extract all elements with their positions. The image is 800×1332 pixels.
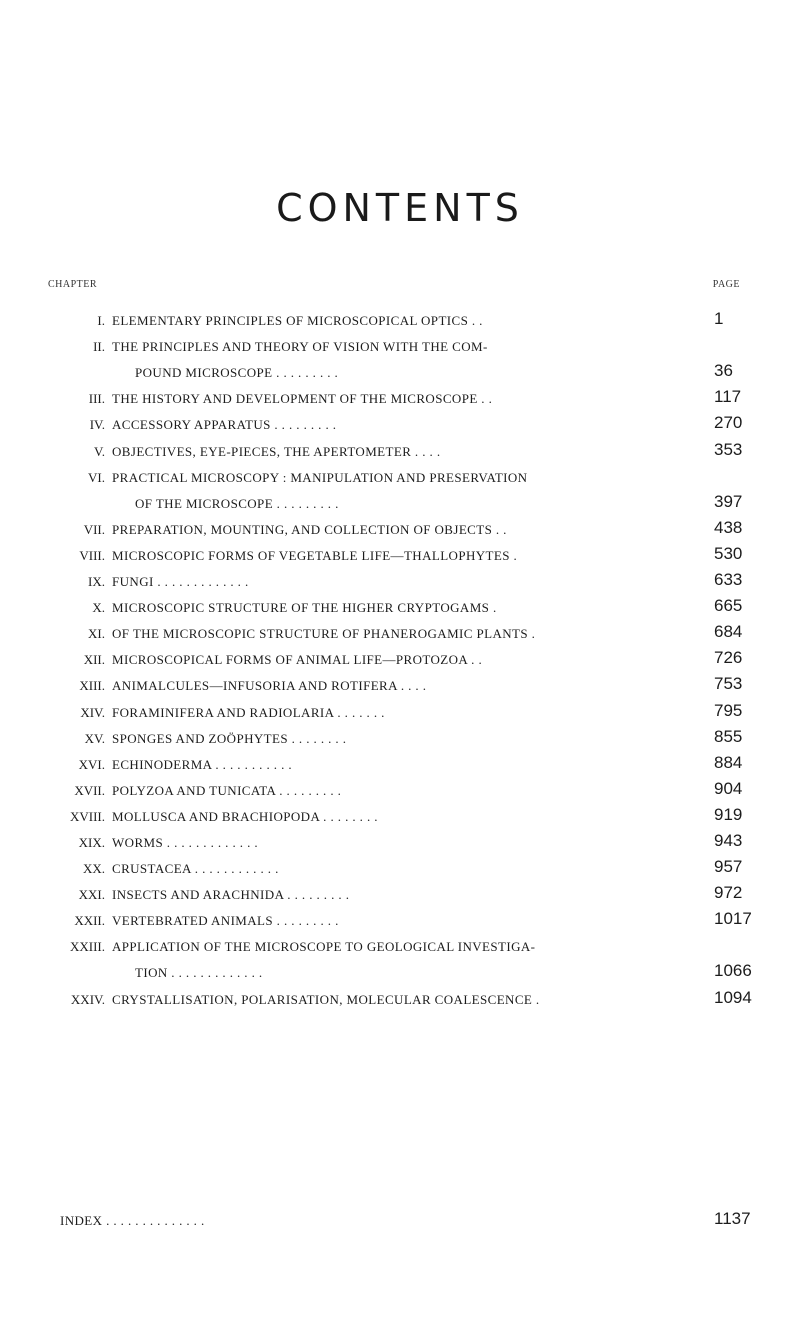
chapter-page-number: 117 [714, 387, 742, 407]
chapter-title: VERTEBRATED ANIMALS . . . . . . . . . [112, 913, 339, 929]
chapter-number: XX. [82, 861, 105, 877]
toc-entry [0, 469, 800, 511]
toc-entry [0, 857, 800, 887]
chapter-number: IX. [88, 574, 105, 589]
toc-entry [0, 804, 800, 835]
chapter-page-number: 855 [714, 726, 743, 746]
chapter-page-number: 884 [714, 752, 743, 772]
index-entry-label: INDEX . . . . . . . . . . . . . . [60, 1213, 205, 1228]
chapter-number: XVII. [74, 782, 105, 798]
chapter-title-continued: TION . . . . . . . . . . . . . [135, 965, 263, 981]
toc-entry [0, 439, 800, 470]
chapter-page-number: 795 [714, 700, 743, 720]
chapter-page-number: 1 [714, 309, 724, 328]
chapter-page-number: 1066 [714, 961, 752, 981]
chapter-page-number: 665 [714, 596, 743, 616]
chapter-number: XXIV. [70, 991, 105, 1007]
toc-entry [0, 883, 800, 913]
toc-entry [0, 622, 800, 652]
chapter-title: PREPARATION, MOUNTING, AND COLLECTION OF OBJECTS . . [112, 521, 507, 537]
chapter-title: POLYZOA AND TUNICATA . . . . . . . . . [112, 782, 342, 798]
toc-entry [0, 570, 800, 600]
chapter-number: XII. [83, 652, 105, 668]
chapter-title-continued: POUND MICROSCOPE . . . . . . . . . [135, 365, 339, 381]
chapter-number: I. [97, 313, 105, 328]
chapter-title: THE PRINCIPLES AND THEORY OF VISION WITH THE COM- [112, 339, 488, 355]
chapter-title: FUNGI . . . . . . . . . . . . . [112, 574, 249, 589]
chapter-page-number: 438 [714, 517, 743, 537]
chapter-number: XIV. [80, 704, 105, 720]
chapter-number: VII. [83, 521, 105, 537]
chapter-number: VI. [88, 469, 105, 485]
chapter-title: MOLLUSCA AND BRACHIOPODA . . . . . . . . [112, 808, 378, 824]
toc-entry [0, 939, 800, 981]
chapter-number: XXII. [74, 913, 105, 929]
chapter-page-number: 943 [714, 831, 743, 850]
toc-entry [0, 543, 800, 574]
chapter-page-number: 726 [714, 648, 743, 668]
chapter-title: INSECTS AND ARACHNIDA . . . . . . . . . [112, 887, 350, 903]
chapter-title: CRYSTALLISATION, POLARISATION, MOLECULAR COALESCENCE . [112, 991, 540, 1007]
chapter-title: ECHINODERMA . . . . . . . . . . . [112, 756, 293, 772]
chapter-title: PRACTICAL MICROSCOPY : MANIPULATION AND PRESERVATION [112, 469, 528, 485]
chapter-number: XIX. [78, 835, 105, 850]
chapter-number: VIII. [79, 547, 105, 563]
chapter-number: XVI. [78, 756, 105, 772]
chapter-column-header: CHAPTER [48, 279, 98, 290]
chapter-title: APPLICATION OF THE MICROSCOPE TO GEOLOGICAL INVESTIGA- [112, 939, 536, 955]
toc-entry [0, 648, 800, 678]
toc-entry [0, 987, 800, 1018]
chapter-title: OBJECTIVES, EYE-PIECES, THE APERTOMETER . . . . [112, 443, 441, 459]
chapter-number: XVIII. [69, 808, 105, 824]
chapter-page-number: 270 [714, 413, 743, 433]
chapter-page-number: 957 [714, 857, 743, 877]
chapter-page-number: 684 [714, 622, 743, 642]
index-entry-page: 1137 [714, 1209, 751, 1228]
chapter-title: MICROSCOPICAL FORMS OF ANIMAL LIFE—PROTOZOA . . [112, 652, 483, 668]
chapter-page-number: 753 [714, 674, 743, 694]
chapter-title: ELEMENTARY PRINCIPLES OF MICROSCOPICAL OPTICS . . [112, 313, 483, 328]
chapter-number: X. [92, 600, 105, 616]
chapter-title: CRUSTACEA . . . . . . . . . . . . [112, 861, 279, 877]
chapter-number: III. [88, 391, 105, 407]
chapter-page-number: 904 [714, 778, 743, 798]
toc-entry [0, 413, 800, 443]
toc-entry [0, 339, 800, 381]
toc-entry [0, 831, 800, 861]
toc-entry [0, 387, 800, 417]
chapter-page-number: 353 [714, 439, 743, 459]
chapter-page-number: 530 [714, 543, 743, 563]
chapter-number: XI. [88, 626, 105, 642]
chapter-page-number: 633 [714, 570, 743, 589]
chapter-number: XIII. [79, 678, 105, 694]
chapter-title: MICROSCOPIC STRUCTURE OF THE HIGHER CRYPTOGAMS . [112, 600, 497, 616]
chapter-page-number: 1017 [714, 909, 752, 929]
chapter-title: ANIMALCULES—INFUSORIA AND ROTIFERA . . . . [112, 678, 427, 694]
chapter-title: ACCESSORY APPARATUS . . . . . . . . . [112, 417, 337, 433]
chapter-page-number: 1094 [714, 987, 752, 1007]
chapter-page-number: 397 [714, 491, 743, 511]
chapter-number: IV. [89, 417, 105, 433]
chapter-title: SPONGES AND ZOÖPHYTES . . . . . . . . [112, 730, 347, 746]
chapter-title: MICROSCOPIC FORMS OF VEGETABLE LIFE—THALLOPHYTES . [112, 547, 518, 563]
toc-entry [0, 596, 800, 626]
chapter-page-number: 36 [714, 361, 733, 381]
chapter-title: OF THE MICROSCOPIC STRUCTURE OF PHANEROGAMIC PLANTS . [112, 626, 536, 642]
page-title: CONTENTS [276, 186, 524, 230]
chapter-page-number: 972 [714, 883, 743, 903]
chapter-title: FORAMINIFERA AND RADIOLARIA . . . . . . . [112, 704, 385, 720]
chapter-number: II. [93, 339, 105, 355]
chapter-number: XXIII. [69, 939, 105, 955]
chapter-number: V. [94, 443, 105, 459]
toc-entry [0, 726, 800, 757]
chapter-title: WORMS . . . . . . . . . . . . . [112, 835, 259, 850]
toc-entry [0, 674, 800, 704]
chapter-number: XV. [84, 730, 105, 746]
chapter-page-number: 919 [714, 804, 743, 824]
toc-entry [0, 752, 800, 783]
chapter-number: XXI. [78, 887, 105, 903]
toc-entry [0, 517, 800, 548]
toc-entry [0, 778, 800, 809]
page-column-header: PAGE [712, 279, 740, 290]
toc-entry [0, 309, 800, 339]
toc-entry [0, 700, 800, 731]
chapter-title-continued: OF THE MICROSCOPE . . . . . . . . . [135, 495, 339, 511]
chapter-title: THE HISTORY AND DEVELOPMENT OF THE MICROSCOPE . . [112, 391, 493, 407]
toc-entry [0, 909, 800, 939]
